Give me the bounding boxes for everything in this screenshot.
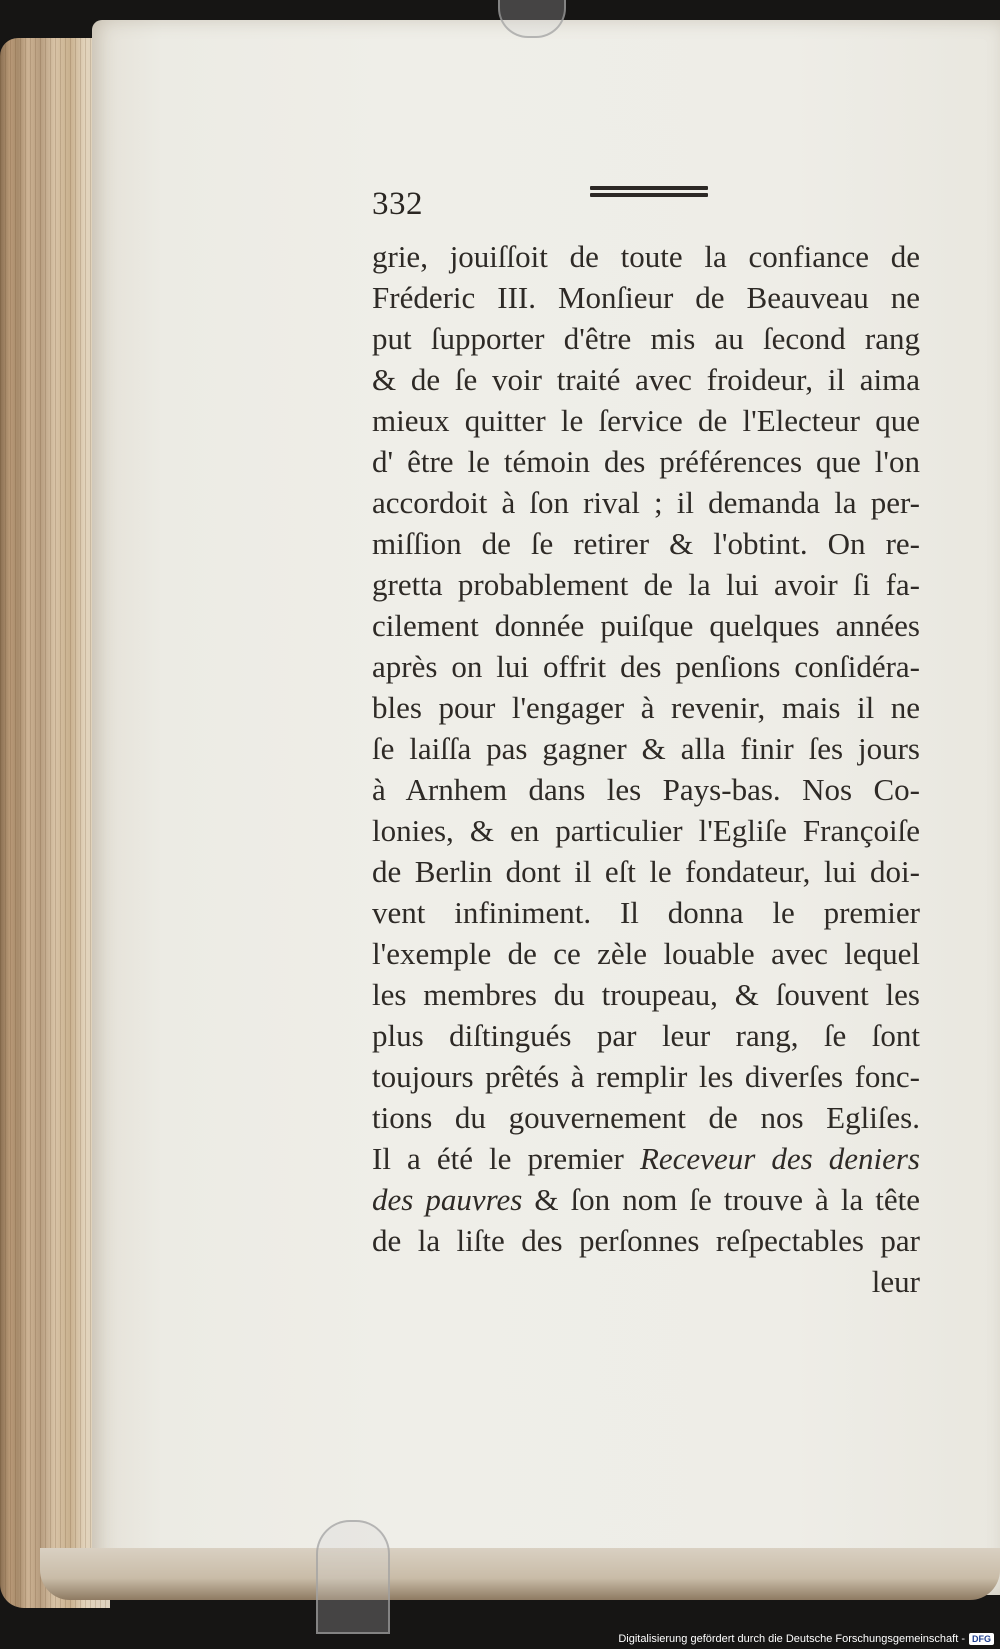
text-line: bles pour l'engager à revenir, mais il ne xyxy=(372,690,920,725)
bottom-clamp xyxy=(316,1520,390,1634)
text-line: ſe laiſſa pas gagner & alla finir ſes jours xyxy=(372,731,920,766)
page-number: 332 xyxy=(372,186,423,222)
italic-text: Receveur des deniers xyxy=(639,1141,920,1176)
text-line: toujours prêtés à remplir les diverſes fonc- xyxy=(372,1059,920,1094)
text-line xyxy=(372,1179,920,1220)
digitization-credit xyxy=(618,1633,994,1645)
text-line: tions du gouvernement de nos Egliſes. xyxy=(372,1100,920,1135)
credit-text: Digitalisierung gefördert durch die Deutsche Forschungsgemeinschaft - xyxy=(618,1633,965,1645)
text-span: Il a été le premier xyxy=(372,1141,640,1176)
text-span: & ſon nom ſe trouve à la tête xyxy=(522,1182,921,1217)
text-line: d' être le témoin des préférences que l'on xyxy=(372,444,920,479)
text-line: plus diſtingués par leur rang, ſe ſont xyxy=(372,1018,920,1053)
text-line: de la liſte des perſonnes reſpectables par xyxy=(372,1223,920,1258)
text-line: vent infiniment. Il donna le premier xyxy=(372,895,920,930)
text-line: cilement donnée puiſque quelques années xyxy=(372,608,920,643)
text-line: de Berlin dont il eſt le fondateur, lui doi- xyxy=(372,854,920,889)
dfg-logo: DFG xyxy=(969,1633,994,1645)
italic-text: des pauvres xyxy=(372,1182,523,1217)
text-line: mieux quitter le ſervice de l'Electeur que xyxy=(372,403,920,438)
header-rule xyxy=(590,186,708,198)
text-line: gretta probablement de la lui avoir ſi fa- xyxy=(372,567,920,602)
text-line: Fréderic III. Monſieur de Beauveau ne xyxy=(372,280,920,315)
text-line xyxy=(372,1138,920,1179)
text-line: à Arnhem dans les Pays-bas. Nos Co- xyxy=(372,772,920,807)
text-line: & de ſe voir traité avec froideur, il aima xyxy=(372,362,920,397)
text-line: grie, jouiſſoit de toute la confiance de xyxy=(372,239,920,274)
text-line: l'exemple de ce zèle louable avec lequel xyxy=(372,936,920,971)
body-text xyxy=(372,236,920,1302)
text-line: miſſion de ſe retirer & l'obtint. On re- xyxy=(372,526,920,561)
text-line: les membres du troupeau, & ſouvent les xyxy=(372,977,920,1012)
text-line: après on lui offrit des penſions conſidéra- xyxy=(372,649,920,684)
text-line: put ſupporter d'être mis au ſecond rang xyxy=(372,321,920,356)
text-line: lonies, & en particulier l'Egliſe Françoiſe xyxy=(372,813,920,848)
text-line: accordoit à ſon rival ; il demanda la per- xyxy=(372,485,920,520)
page-bottom-edge xyxy=(40,1548,1000,1600)
catchword: leur xyxy=(871,1264,920,1299)
